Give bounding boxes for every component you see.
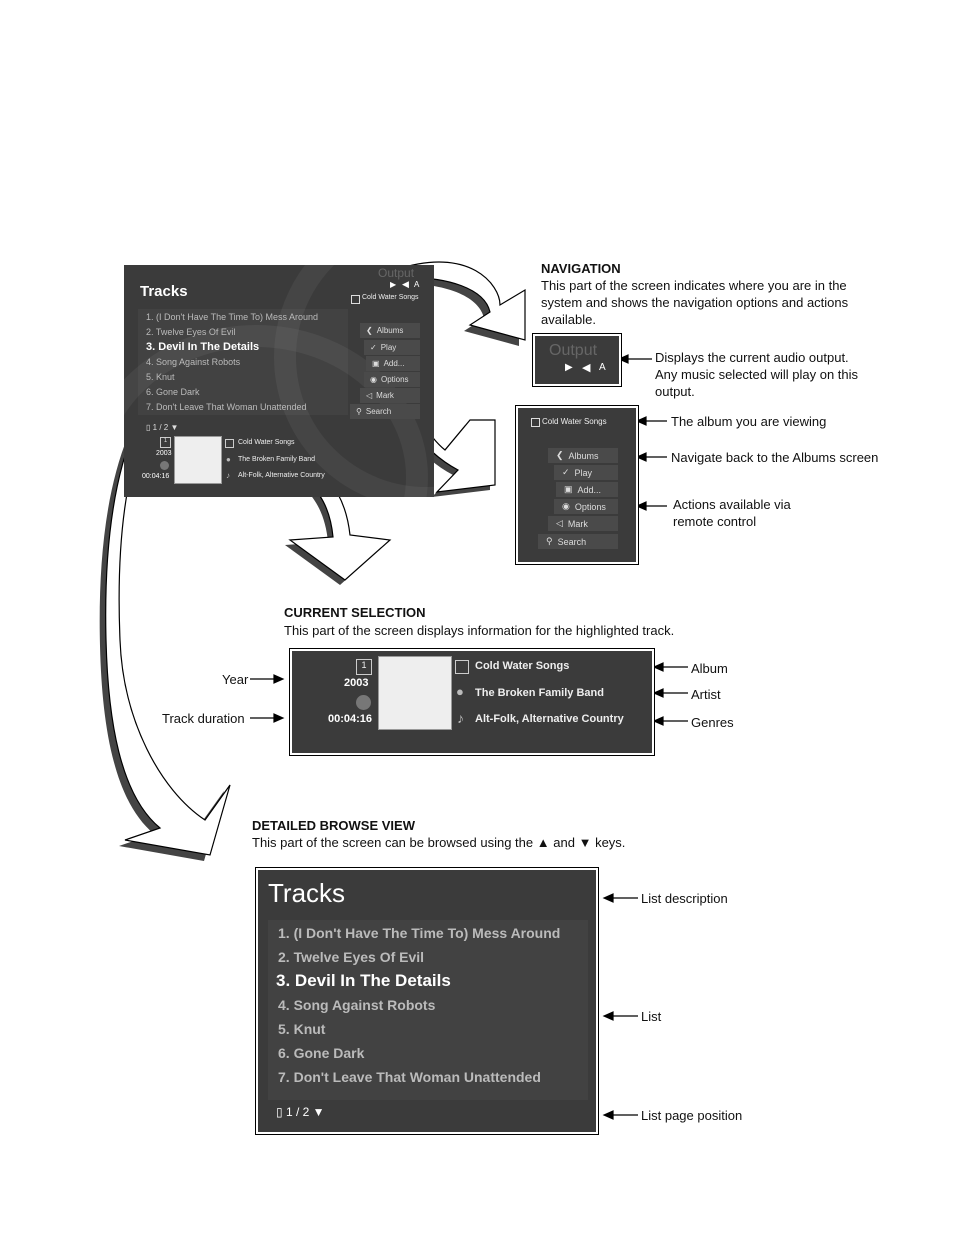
options-icon: ◉: [370, 375, 377, 384]
output-label: Output: [549, 342, 598, 359]
year-value: 2003: [156, 450, 172, 457]
page-position: ▯ 1 / 2 ▼: [146, 423, 179, 432]
play-button[interactable]: ✓ Play: [364, 340, 420, 355]
list-item[interactable]: 2. Twelve Eyes Of Evil: [278, 949, 425, 965]
detailed-browse-description: This part of the screen can be browsed using the ▲ and ▼ keys.: [252, 835, 626, 850]
chevron-down-icon: ▼: [312, 1105, 325, 1119]
navigation-heading: NAVIGATION: [541, 261, 621, 276]
navigation-description: This part of the screen indicates where you are in the system and shows the navigation options and actions available.: [541, 278, 849, 327]
output-panel: [533, 334, 621, 386]
album-label: Cold Water Songs: [362, 294, 419, 301]
nav-menu-detail: [516, 406, 638, 564]
play-icon: ▶: [390, 280, 397, 289]
artist-value: The Broken Family Band: [475, 687, 604, 699]
artist-icon: ●: [226, 455, 231, 464]
mark-icon: ◁: [556, 518, 563, 528]
chevron-left-icon: ❮: [366, 326, 373, 335]
chevron-down-icon: ▼: [170, 423, 179, 432]
options-button[interactable]: ◉ Options: [364, 372, 420, 387]
artist-callout: Artist: [691, 687, 721, 702]
mark-icon: ◁: [366, 391, 373, 400]
calendar-icon: 1: [160, 437, 171, 448]
list-item[interactable]: 3. Devil In The Details: [146, 341, 260, 353]
add-icon: ▣: [564, 484, 573, 494]
output-channel: A: [599, 362, 606, 373]
track-list: [138, 309, 348, 415]
chevron-down-icon: ▼: [578, 835, 592, 850]
list-item[interactable]: 1. (I Don't Have The Time To) Mess Around: [278, 925, 561, 941]
list-item[interactable]: 5. Knut: [146, 372, 175, 382]
play-button[interactable]: ✓ Play: [554, 465, 618, 480]
search-icon: ⚲: [546, 536, 553, 546]
genres-value: Alt-Folk, Alternative Country: [475, 713, 624, 725]
current-selection-description: This part of the screen displays information for the highlighted track.: [284, 623, 675, 638]
chevron-up-icon: ▲: [536, 835, 550, 850]
page-icon: ▯: [146, 423, 151, 432]
artist-value: The Broken Family Band: [238, 456, 316, 463]
albums-button[interactable]: ❮ Albums: [548, 448, 618, 463]
mark-button[interactable]: ◁ Mark: [548, 516, 618, 531]
music-note-icon: ♪: [226, 471, 230, 480]
genres-callout: Genres: [691, 715, 734, 730]
options-button[interactable]: ◉ Options: [554, 499, 618, 514]
list-item[interactable]: 7. Don't Leave That Woman Unattended: [146, 402, 307, 412]
search-button[interactable]: ⚲ Search: [538, 534, 618, 549]
speaker-icon: ◀: [582, 362, 591, 374]
play-icon: ▶: [565, 362, 573, 373]
speaker-icon: ◀: [402, 279, 409, 289]
list-callout: List: [641, 1009, 662, 1024]
genres-value: Alt-Folk, Alternative Country: [238, 472, 325, 479]
page-position: ▯ 1 / 2 ▼: [276, 1105, 325, 1119]
actions-callout: Actions available via remote control: [673, 497, 791, 529]
clock-icon: [160, 461, 169, 470]
back-callout: Navigate back to the Albums screen: [671, 450, 879, 465]
list-item[interactable]: 2. Twelve Eyes Of Evil: [146, 327, 236, 337]
track-list: [268, 920, 588, 1100]
add-button[interactable]: ▣ Add...: [556, 482, 618, 497]
albums-button[interactable]: ❮ Albums: [360, 323, 420, 338]
tracks-screen: [124, 265, 434, 497]
list-item[interactable]: 6. Gone Dark: [146, 387, 200, 397]
page-icon: ▯: [276, 1105, 283, 1119]
search-button[interactable]: ⚲ Search: [350, 404, 420, 419]
album-art: [378, 656, 452, 730]
current-selection-panel: [138, 433, 434, 485]
music-note-icon: ♪: [457, 710, 464, 726]
album-label: Cold Water Songs: [542, 417, 607, 426]
calendar-icon: 1: [356, 659, 372, 675]
current-selection-detail: [290, 649, 654, 755]
options-icon: ◉: [562, 501, 570, 511]
detailed-browse-heading: DETAILED BROWSE VIEW: [252, 818, 415, 833]
album-field-callout: Album: [691, 661, 728, 676]
add-icon: ▣: [372, 359, 380, 368]
album-value: Cold Water Songs: [475, 660, 570, 672]
album-icon: [225, 439, 234, 448]
duration-value: 00:04:16: [142, 473, 170, 480]
list-page-position-callout: List page position: [641, 1108, 743, 1123]
list-item[interactable]: 1. (I Don't Have The Time To) Mess Around: [146, 312, 318, 322]
list-item[interactable]: 3. Devil In The Details: [276, 971, 451, 990]
check-icon: ✓: [562, 467, 570, 477]
list-item[interactable]: 6. Gone Dark: [278, 1045, 365, 1061]
album-icon: [455, 660, 469, 674]
album-value: Cold Water Songs: [238, 439, 295, 446]
page-title: Tracks: [268, 878, 346, 908]
output-label: Output: [378, 266, 415, 280]
year-callout: Year: [222, 672, 249, 687]
chevron-left-icon: ❮: [556, 450, 564, 460]
duration-callout: Track duration: [162, 711, 245, 726]
output-callout: Displays the current audio output. Any music selected will play on this output.: [655, 350, 859, 399]
output-channel: A: [414, 280, 420, 289]
current-selection-heading: CURRENT SELECTION: [284, 605, 426, 620]
list-item[interactable]: 4. Song Against Robots: [146, 357, 241, 367]
album-art: [174, 436, 222, 484]
duration-value: 00:04:16: [328, 713, 373, 725]
artist-icon: ●: [456, 684, 464, 699]
list-item[interactable]: 7. Don't Leave That Woman Unattended: [278, 1069, 541, 1085]
add-button[interactable]: ▣ Add...: [366, 356, 420, 371]
list-description-callout: List description: [641, 891, 728, 906]
year-value: 2003: [344, 677, 369, 689]
clock-icon: [356, 695, 371, 710]
search-icon: ⚲: [356, 407, 362, 416]
album-icon: [531, 418, 540, 427]
check-icon: ✓: [370, 343, 377, 352]
list-item[interactable]: 4. Song Against Robots: [278, 997, 436, 1013]
detailed-browse-panel: [256, 868, 598, 1134]
mark-button[interactable]: ◁ Mark: [360, 388, 420, 403]
page-title: Tracks: [140, 283, 188, 300]
album-callout: The album you are viewing: [671, 414, 827, 429]
album-icon: [351, 295, 360, 304]
list-item[interactable]: 5. Knut: [278, 1021, 326, 1037]
